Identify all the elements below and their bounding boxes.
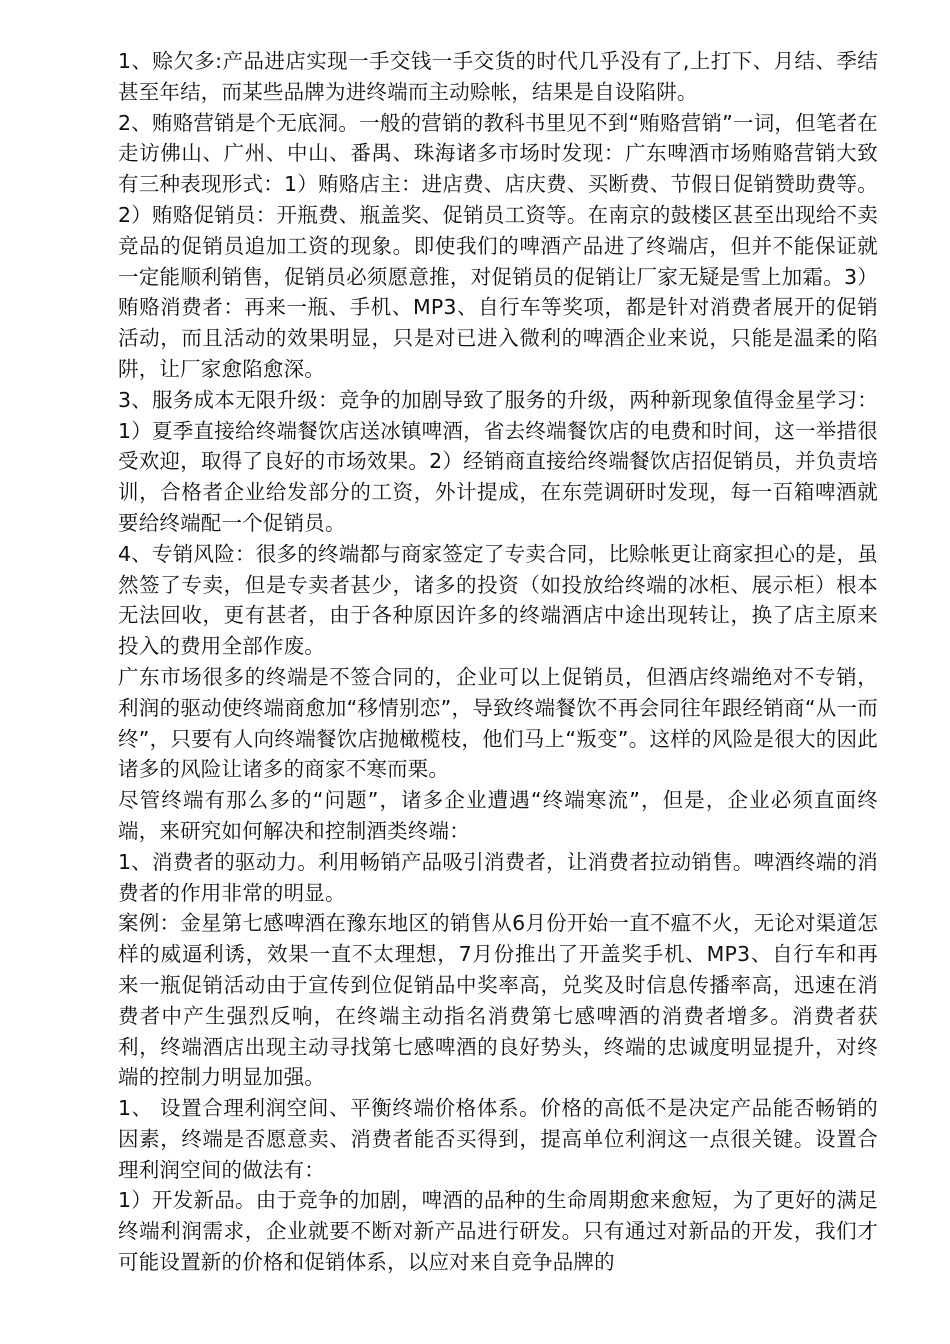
paragraph-case-study: 案例：金星第七感啤酒在豫东地区的销售从6月份开始一直不瘟不火，无论对渠道怎样的威逼利诱，效果一直不太理想，7月份推出了开盖奖手机、MP3、自行车和再来一瓶促销活动由于宣传到位促销品中奖率高，兑奖及时信息传播率高，迅速在消费者中产生强烈反响，在终端主动指名消费第七感啤酒的消费者增多。消费者获利，终端酒店出现主动寻找第七感啤酒的良好势头，终端的忠诚度明显提升，对终端的控制力明显加强。 (118, 911, 878, 1090)
paragraph-service-cost: 3、服务成本无限升级：竞争的加剧导致了服务的升级，两种新现象值得金星学习：1）夏季直接给终端餐饮店送冰镇啤酒，省去终端餐饮店的电费和时间，这一举措很受欢迎，取得了良好的市场效果。2）经销商直接给终端餐饮店招促销员，并负责培训，合格者企业给发部分的工资，外计提成，在东莞调研时发现，每一百箱啤酒就要给终端配一个促销员。 (118, 387, 878, 535)
document-body (118, 46, 878, 1278)
paragraph-profit-space: 1、 设置合理利润空间、平衡终端价格体系。价格的高低不是决定产品能否畅销的因素，终端是否愿意卖、消费者能否买得到，提高单位利润这一点很关键。设置合理利润空间的做法有： (118, 1096, 878, 1182)
paragraph-credit-risk: 1、赊欠多:产品进店实现一手交钱一手交货的时代几乎没有了,上打下、月结、季结甚至年结，而某些品牌为进终端而主动赊帐，结果是自设陷阱。 (118, 49, 878, 104)
paragraph-exclusive-risk: 4、专销风险：很多的终端都与商家签定了专卖合同，比赊帐更让商家担心的是，虽然签了专卖，但是专卖者甚少，诸多的投资（如投放给终端的冰柜、展示柜）根本无法回收，更有甚者，由于各种原因许多的终端酒店中途出现转让，换了店主原来投入的费用全部作废。 (118, 541, 878, 659)
paragraph-guangdong-market: 广东市场很多的终端是不签合同的，企业可以上促销员，但酒店终端绝对不专销，利润的驱动使终端商愈加“移情别恋”，导致终端餐饮不再会同往年跟经销商“从一而终”，只要有人向终端餐饮店抛橄榄枝，他们马上“叛变”。这样的风险是很大的因此诸多的风险让诸多的商家不寒而栗。 (118, 664, 878, 782)
paragraph-bribery-marketing: 2、贿赂营销是个无底洞。一般的营销的教科书里见不到“贿赂营销”一词，但笔者在走访佛山、广州、中山、番禺、珠海诸多市场时发现：广东啤酒市场贿赂营销大致有三种表现形式：1）贿赂店主：进店费、店庆费、买断费、节假日促销赞助费等。2）贿赂促销员：开瓶费、瓶盖奖、促销员工资等。在南京的鼓楼区甚至出现给不卖竞品的促销员追加工资的现象。即使我们的啤酒产品进了终端店，但并不能保证就一定能顺利销售，促销员必须愿意推，对促销员的促销让厂家无疑是雪上加霜。3）贿赂消费者：再来一瓶、手机、MP3、自行车等奖项，都是针对消费者展开的促销活动，而且活动的效果明显，只是对已进入微利的啤酒企业来说，只能是温柔的陷阱，让厂家愈陷愈深。 (118, 110, 878, 381)
paragraph-consumer-driver: 1、消费者的驱动力。利用畅销产品吸引消费者，让消费者拉动销售。啤酒终端的消费者的作用非常的明显。 (118, 849, 878, 905)
paragraph-face-terminals: 尽管终端有那么多的“问题”，诸多企业遭遇“终端寒流”，但是，企业必须直面终端，来研究如何解决和控制酒类终端： (118, 788, 878, 843)
paragraph-new-products: 1）开发新品。由于竞争的加剧，啤酒的品种的生命周期愈来愈短，为了更好的满足终端利润需求，企业就要不断对新产品进行研发。只有通过对新品的开发，我们才可能设置新的价格和促销体系，以应对来自竞争品牌的 (118, 1188, 878, 1275)
